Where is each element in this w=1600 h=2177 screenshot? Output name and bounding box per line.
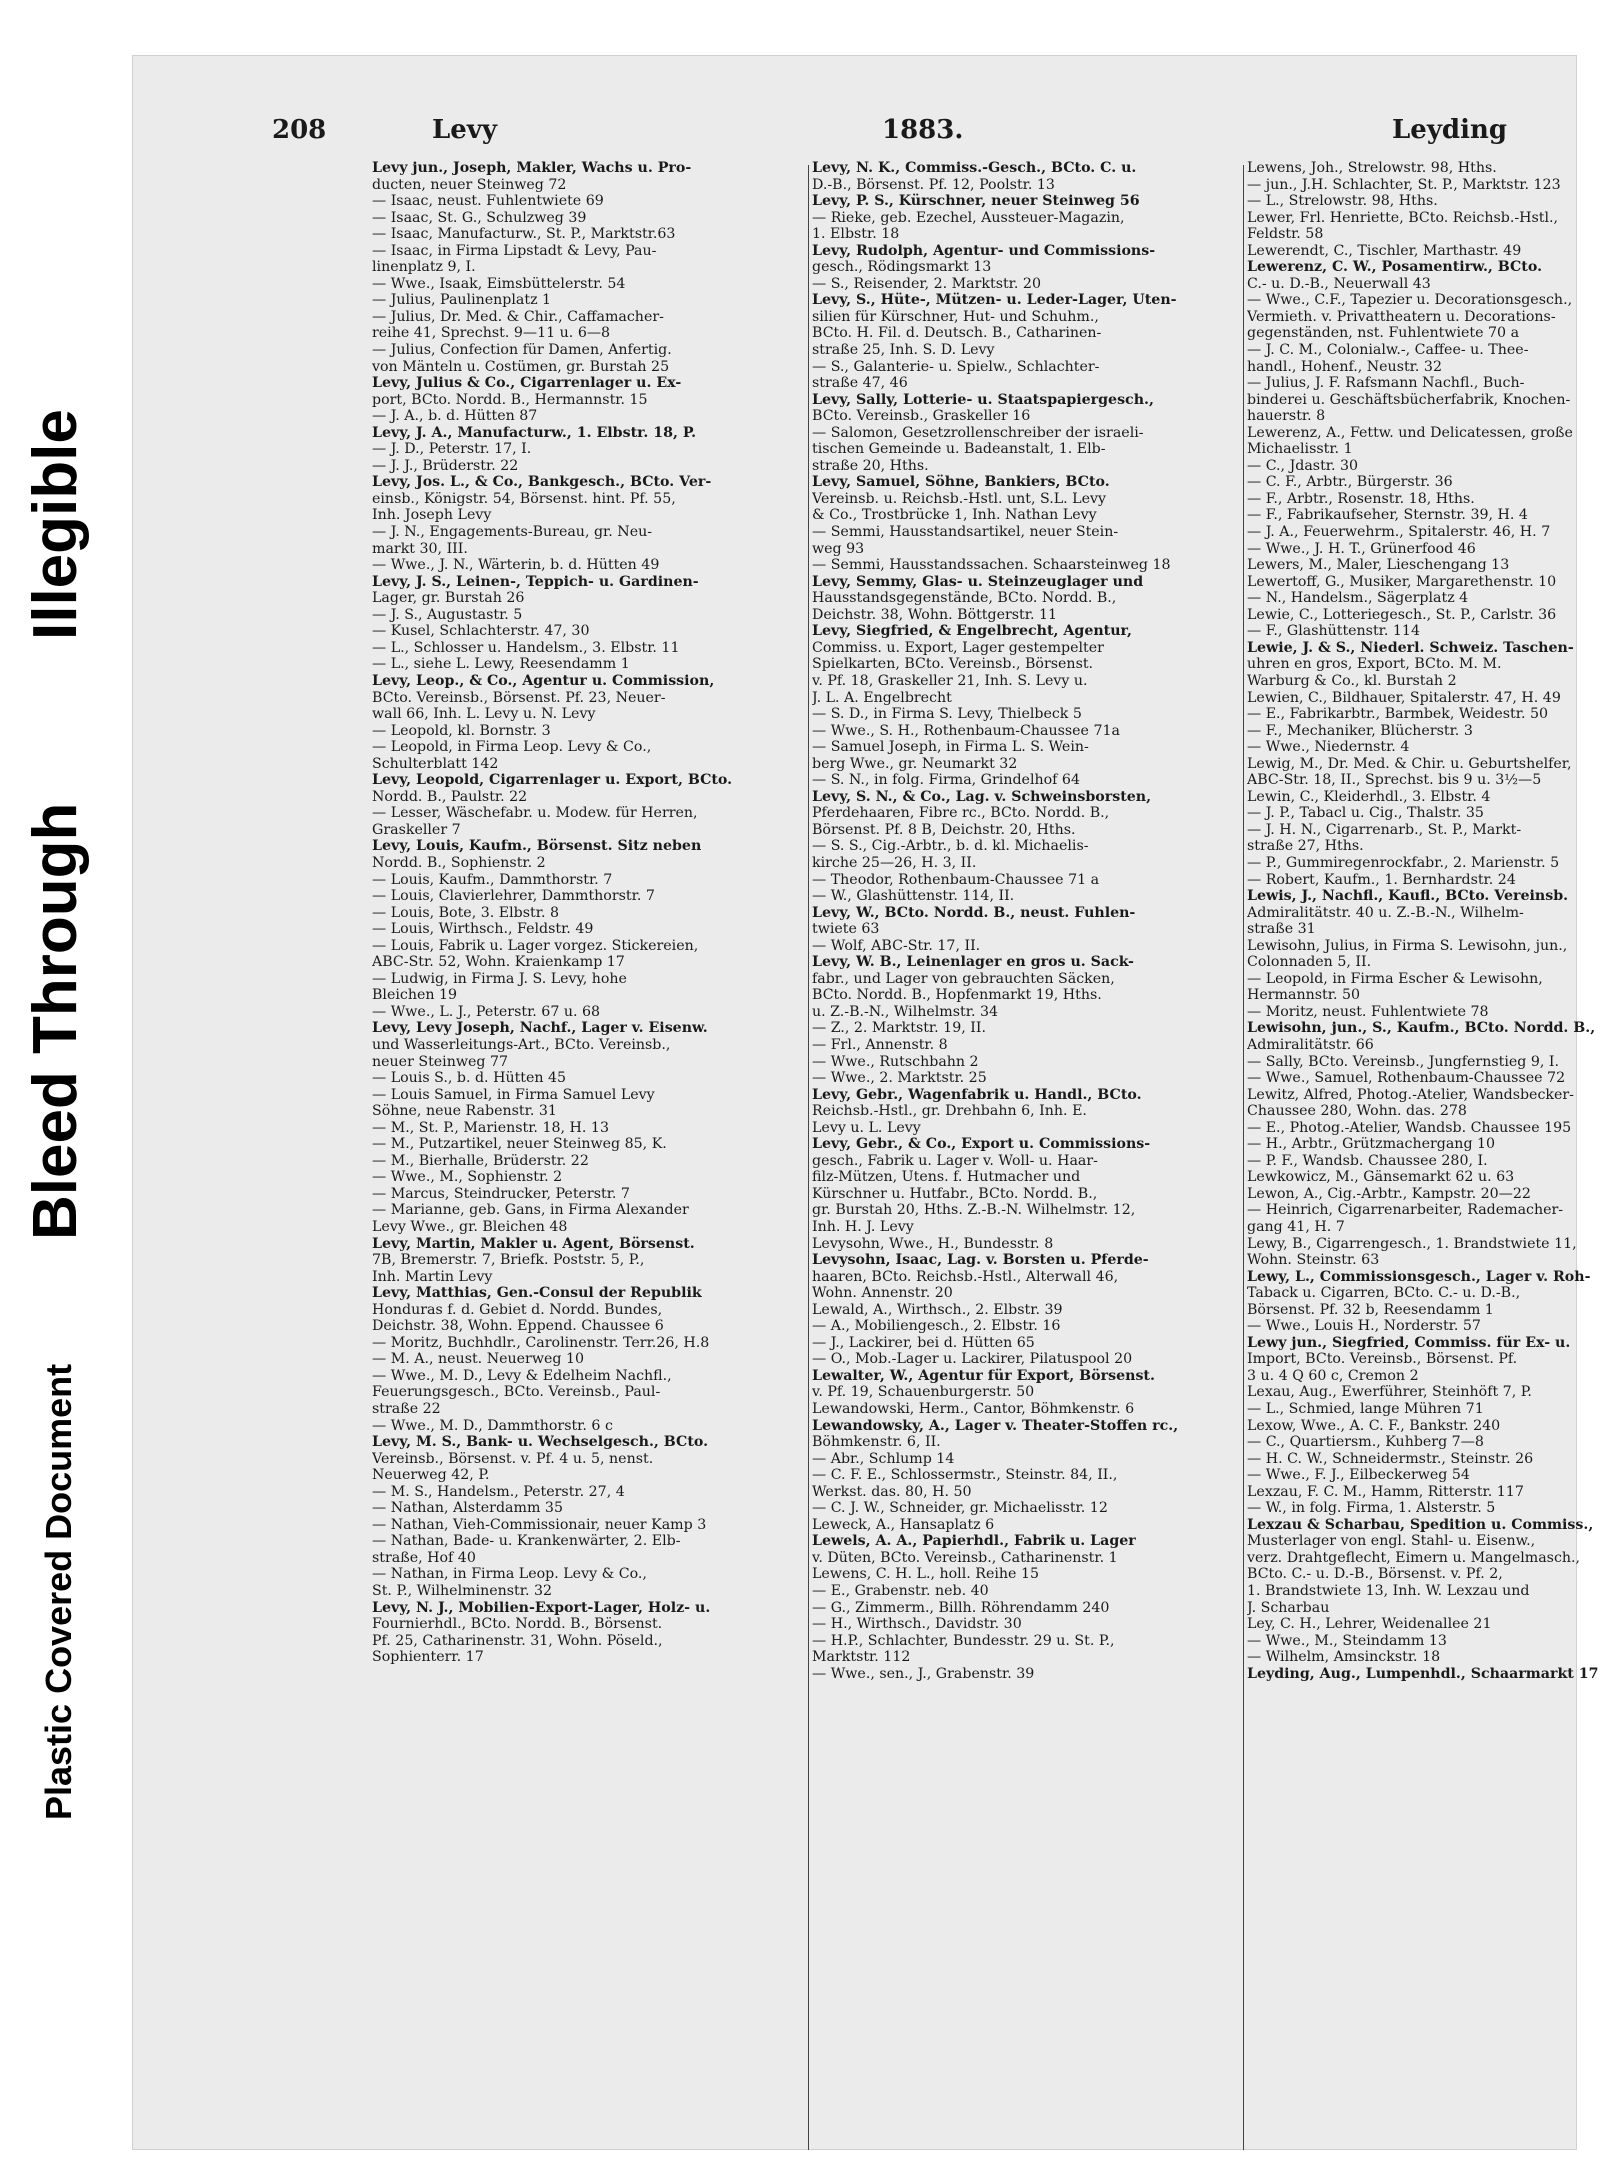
directory-line: — Theodor, Rothenbaum-Chaussee 71 a <box>812 871 1100 888</box>
directory-line: — Moritz, Buchhdlr., Carolinenstr. Terr.26, H.8 <box>372 1334 710 1351</box>
directory-line: — C. J. W., Schneider, gr. Michaelisstr. 12 <box>812 1500 1108 1517</box>
directory-line: — L., Schlosser u. Handelsm., 3. Elbstr. 11 <box>372 639 680 656</box>
directory-line: straße 31 <box>1247 921 1316 938</box>
directory-line: Lewon, A., Cig.-Arbtr., Kampstr. 20—22 <box>1247 1185 1531 1202</box>
directory-line: — Julius, Dr. Med. & Chir., Caffamacher- <box>372 308 664 325</box>
directory-line: Werkst. das. 80, H. 50 <box>812 1483 972 1500</box>
directory-line: BCto. H. Fil. d. Deutsch. B., Catharinen- <box>812 325 1102 342</box>
directory-line: Levy, Gebr., Wagenfabrik u. Handl., BCto. <box>812 1086 1142 1103</box>
directory-line: — Lesser, Wäschefabr. u. Modew. für Herren, <box>372 805 698 822</box>
directory-line: Bleichen 19 <box>372 987 458 1004</box>
directory-line: — M. S., Handelsm., Peterstr. 27, 4 <box>372 1483 625 1500</box>
directory-line: berg Wwe., gr. Neumarkt 32 <box>812 755 1018 772</box>
directory-line: — Wwe., 2. Marktstr. 25 <box>812 1070 987 1087</box>
directory-line: gesch., Rödingsmarkt 13 <box>812 259 992 276</box>
directory-line: — Wwe., Samuel, Rothenbaum-Chaussee 72 <box>1247 1070 1566 1087</box>
plastic-covered-label: Plastic Covered Document <box>38 1363 79 1820</box>
directory-line: — F., Arbtr., Rosenstr. 18, Hths. <box>1247 490 1475 507</box>
directory-line: — Wolf, ABC-Str. 17, II. <box>812 937 981 954</box>
directory-line: Levy, Louis, Kaufm., Börsenst. Sitz neben <box>372 838 702 855</box>
directory-line: Inh. H. J. Levy <box>812 1219 914 1235</box>
directory-line: Vermieth. v. Privattheatern u. Decorations- <box>1247 308 1556 325</box>
directory-line: Graskeller 7 <box>372 821 461 838</box>
directory-line: — C., Quartiersm., Kuhberg 7—8 <box>1247 1434 1484 1451</box>
directory-line: 7B, Bremerstr. 7, Briefk. Poststr. 5, P., <box>372 1252 645 1269</box>
directory-line: — Semmi, Hausstandssachen. Schaarsteinweg 18 <box>812 557 1171 574</box>
directory-line: — Marianne, geb. Gans, in Firma Alexander <box>372 1202 689 1219</box>
directory-line: Vereinsb., Börsenst. v. Pf. 4 u. 5, nenst. <box>372 1450 654 1467</box>
directory-line: Lewald, A., Wirthsch., 2. Elbstr. 39 <box>812 1301 1063 1318</box>
directory-line: — Wwe., Rutschbahn 2 <box>812 1053 979 1070</box>
directory-line: — Heinrich, Cigarrenarbeiter, Rademacher- <box>1247 1202 1564 1219</box>
directory-line: reihe 41, Sprechst. 9—11 u. 6—8 <box>372 325 611 342</box>
directory-line: Levy, M. S., Bank- u. Wechselgesch., BCto. <box>372 1434 709 1451</box>
directory-line: von Mänteln u. Costümen, gr. Burstah 25 <box>372 358 670 375</box>
header-left-keyword: Levy <box>432 115 498 145</box>
directory-line: Reichsb.-Hstl., gr. Drehbahn 6, Inh. E. <box>812 1103 1087 1120</box>
directory-line: ABC-Str. 18, II., Sprechst. bis 9 u. 3½—5 <box>1247 772 1542 789</box>
directory-line: — O., Mob.-Lager u. Lackirer, Pilatuspool 20 <box>812 1351 1133 1368</box>
directory-line: Lewy, B., Cigarrengesch., 1. Brandstwiete 11, <box>1247 1235 1577 1252</box>
directory-line: — H.P., Schlachter, Bundesstr. 29 u. St. P., <box>812 1632 1115 1649</box>
directory-line: Feldstr. 58 <box>1247 226 1324 243</box>
directory-line: — W., Glashüttenstr. 114, II. <box>812 888 1015 905</box>
directory-line: Neuerweg 42, P. <box>372 1467 490 1484</box>
directory-line: — J. A., Feuerwehrm., Spitalerstr. 46, H. 7 <box>1247 524 1551 541</box>
directory-line: — Wwe., L. J., Peterstr. 67 u. 68 <box>372 1003 601 1020</box>
directory-line: — E., Photog.-Atelier, Wandsb. Chaussee 195 <box>1247 1119 1572 1136</box>
directory-line: Lewens, C. H. L., holl. Reihe 15 <box>812 1566 1039 1583</box>
directory-line: — M., St. P., Marienstr. 18, H. 13 <box>372 1119 609 1136</box>
directory-line: — Louis, Wirthsch., Feldstr. 49 <box>372 921 594 938</box>
directory-line: Levy, Jos. L., & Co., Bankgesch., BCto. Ver- <box>372 474 712 491</box>
directory-line: Taback u. Cigarren, BCto. C.- u. D.-B., <box>1247 1285 1521 1302</box>
directory-line: Levy, Leopold, Cigarrenlager u. Export, BCto. <box>372 772 733 789</box>
directory-line: — Wwe., Louis H., Norderstr. 57 <box>1247 1318 1481 1335</box>
directory-line: — A., Mobiliengesch., 2. Elbstr. 16 <box>812 1318 1061 1335</box>
directory-line: & Co., Trostbrücke 1, Inh. Nathan Levy <box>812 507 1097 524</box>
directory-line: Michaelisstr. 1 <box>1247 441 1353 458</box>
directory-line: — Leopold, kl. Bornstr. 3 <box>372 722 551 739</box>
directory-line: Deichstr. 38, Wohn. Eppend. Chaussee 6 <box>372 1318 664 1335</box>
directory-line: — H., Wirthsch., Davidstr. 30 <box>812 1616 1022 1633</box>
directory-line: — S., Galanterie- u. Spielw., Schlachter- <box>812 358 1100 375</box>
directory-line: — Wwe., M., Steindamm 13 <box>1247 1632 1447 1649</box>
directory-line: Lewis, J., Nachfl., Kaufl., BCto. Vereinsb. <box>1247 888 1569 905</box>
directory-line: gegenständen, nst. Fuhlentwiete 70 a <box>1247 325 1520 342</box>
directory-line: — J., Lackirer, bei d. Hütten 65 <box>812 1334 1035 1351</box>
directory-line: Lewisohn, jun., S., Kaufm., BCto. Nordd. B., <box>1247 1020 1596 1037</box>
directory-line: — Wwe., M. D., Levy & Edelheim Nachfl., <box>372 1367 672 1384</box>
directory-line: straße 25, Inh. S. D. Levy <box>812 342 995 359</box>
directory-line: — J. A., b. d. Hütten 87 <box>372 408 538 425</box>
directory-line: — jun., J.H. Schlachter, St. P., Marktstr. 123 <box>1247 176 1561 193</box>
directory-line: — Marcus, Steindrucker, Peterstr. 7 <box>372 1185 630 1202</box>
directory-line: Lewkowicz, M., Gänsemarkt 62 u. 63 <box>1247 1169 1515 1186</box>
directory-line: Pferdehaaren, Fibre rc., BCto. Nordd. B., <box>812 805 1110 822</box>
directory-line: silien für Kürschner, Hut- und Schuhm., <box>812 308 1099 325</box>
directory-line: Feuerungsgesch., BCto. Vereinsb., Paul- <box>372 1384 661 1401</box>
directory-line: ducten, neuer Steinweg 72 <box>372 176 567 193</box>
directory-line: Warburg & Co., kl. Burstah 2 <box>1247 672 1457 689</box>
directory-line: einsb., Königstr. 54, Börsenst. hint. Pf. 55, <box>372 490 676 507</box>
directory-line: verz. Drahtgeflecht, Eimern u. Mangelmasch., <box>1247 1549 1581 1566</box>
directory-line: — M., Bierhalle, Brüderstr. 22 <box>372 1152 589 1169</box>
directory-line: Levy Wwe., gr. Bleichen 48 <box>372 1219 568 1235</box>
directory-line: — Nathan, Vieh-Commissionair, neuer Kamp 3 <box>372 1516 707 1533</box>
directory-line: Lewy jun., Siegfried, Commiss. für Ex- u. <box>1247 1334 1571 1351</box>
directory-line: — Wwe., S. H., Rothenbaum-Chaussee 71a <box>812 722 1120 739</box>
directory-line: — P., Gummiregenrockfabr., 2. Marienstr. 5 <box>1247 854 1560 871</box>
directory-line: Inh. Martin Levy <box>372 1268 493 1285</box>
directory-line: Marktstr. 112 <box>812 1649 911 1666</box>
directory-line: — S. N., in folg. Firma, Grindelhof 64 <box>812 772 1080 789</box>
header-year: 1883. <box>882 115 964 145</box>
directory-line: J. L. A. Engelbrecht <box>812 689 952 706</box>
directory-line: Deichstr. 38, Wohn. Böttgerstr. 11 <box>812 606 1058 623</box>
directory-line: Colonnaden 5, II. <box>1247 954 1372 971</box>
directory-line: — Semmi, Hausstandsartikel, neuer Stein- <box>812 524 1119 541</box>
directory-line: Nordd. B., Sophienstr. 2 <box>372 854 546 871</box>
directory-line: straße 27, Hths. <box>1247 838 1364 855</box>
directory-line: — Louis, Bote, 3. Elbstr. 8 <box>372 904 559 921</box>
directory-line: — G., Zimmerm., Billh. Röhrendamm 240 <box>812 1599 1110 1616</box>
directory-line: Lexzau, F. C. M., Hamm, Ritterstr. 117 <box>1247 1483 1524 1500</box>
directory-line: v. Pf. 19, Schauenburgerstr. 50 <box>812 1384 1035 1401</box>
directory-line: — M. A., neust. Neuerweg 10 <box>372 1351 585 1368</box>
directory-line: Levy jun., Joseph, Makler, Wachs u. Pro- <box>372 160 692 176</box>
directory-line: v. Pf. 18, Graskeller 21, Inh. S. Levy u. <box>812 672 1088 689</box>
directory-line: — Wwe., F. J., Eilbeckerweg 54 <box>1247 1467 1470 1484</box>
directory-line: — Isaac, Manufacturw., St. P., Marktstr.63 <box>372 226 676 243</box>
directory-line: Levy, P. S., Kürschner, neuer Steinweg 56 <box>812 193 1140 210</box>
directory-line: — Isaac, in Firma Lipstadt & Levy, Pau- <box>372 242 657 259</box>
directory-line: Levy, Rudolph, Agentur- und Commissions- <box>812 242 1156 259</box>
directory-line: Lewy, L., Commissionsgesch., Lager v. Roh- <box>1247 1268 1591 1285</box>
directory-line: Lewandowski, Herm., Cantor, Böhmkenstr. 6 <box>812 1401 1135 1418</box>
directory-line: — Louis S., b. d. Hütten 45 <box>372 1070 567 1087</box>
scanned-page <box>132 55 1599 2150</box>
directory-line: — Wilhelm, Amsinckstr. 18 <box>1247 1649 1441 1666</box>
directory-line: hauerstr. 8 <box>1247 408 1326 425</box>
directory-line: Levy, W., BCto. Nordd. B., neust. Fuhlen- <box>812 904 1136 921</box>
directory-line: — Julius, Confection für Damen, Anfertig. <box>372 342 672 359</box>
directory-line: — J. H. N., Cigarrenarb., St. P., Markt- <box>1247 821 1522 838</box>
directory-line: Leweck, A., Hansaplatz 6 <box>812 1516 995 1533</box>
directory-line: — Wwe., M. D., Dammthorstr. 6 c <box>372 1417 613 1434</box>
directory-line: Levy, W. B., Leinenlager en gros u. Sack- <box>812 954 1134 971</box>
directory-line: — H. C. W., Schneidermstr., Steinstr. 26 <box>1247 1450 1534 1467</box>
directory-line: Admiralitätstr. 66 <box>1247 1036 1374 1053</box>
directory-line: Lewertoff, G., Musiker, Margarethenstr. 10 <box>1247 573 1557 590</box>
directory-line: — Wwe., J. N., Wärterin, b. d. Hütten 49 <box>372 557 660 574</box>
directory-line: Lewig, M., Dr. Med. & Chir. u. Geburtshelfer, <box>1247 755 1572 772</box>
directory-line: BCto. C.- u. D.-B., Börsenst. v. Pf. 2, <box>1247 1566 1503 1583</box>
directory-line: — L., Schmied, lange Mühren 71 <box>1247 1401 1484 1418</box>
page-header <box>272 115 1512 155</box>
directory-line: Levy, Siegfried, & Engelbrecht, Agentur, <box>812 623 1132 640</box>
directory-line: — Isaac, St. G., Schulzweg 39 <box>372 209 587 226</box>
directory-line: — C. F., Arbtr., Bürgerstr. 36 <box>1247 474 1453 491</box>
directory-line: — Louis Samuel, in Firma Samuel Levy <box>372 1086 655 1103</box>
directory-line: gesch., Fabrik u. Lager v. Woll- u. Haar- <box>812 1152 1098 1169</box>
directory-line: linenplatz 9, I. <box>372 259 476 276</box>
directory-line: — H., Arbtr., Grützmachergang 10 <box>1247 1136 1496 1153</box>
directory-line: — Moritz, neust. Fuhlentwiete 78 <box>1247 1003 1489 1020</box>
directory-line: — S. D., in Firma S. Levy, Thielbeck 5 <box>812 706 1082 723</box>
directory-line: und Wasserleitungs-Art., BCto. Vereinsb., <box>372 1036 671 1053</box>
directory-line: Lewerenz, A., Fettw. und Delicatessen, große <box>1247 424 1573 441</box>
directory-line: C.- u. D.-B., Neuerwall 43 <box>1247 275 1431 292</box>
directory-line: D.-B., Börsenst. Pf. 12, Poolstr. 13 <box>812 176 1055 193</box>
directory-line: kirche 25—26, H. 3, II. <box>812 854 977 871</box>
directory-line: Ley, C. H., Lehrer, Weidenallee 21 <box>1247 1616 1492 1633</box>
directory-line: — Nathan, Alsterdamm 35 <box>372 1500 563 1517</box>
directory-line: Levy, Samuel, Söhne, Bankiers, BCto. <box>812 474 1110 491</box>
directory-line: Leyding, Aug., Lumpenhdl., Schaarmarkt 17 <box>1247 1665 1599 1682</box>
directory-line: Söhne, neue Rabenstr. 31 <box>372 1103 557 1120</box>
directory-line: filz-Mützen, Utens. f. Hutmacher und <box>812 1169 1081 1186</box>
directory-line: — Wwe., Isaak, Eimsbüttelerstr. 54 <box>372 275 626 292</box>
directory-line: Hausstandsgegenstände, BCto. Nordd. B., <box>812 590 1117 607</box>
directory-line: 3 u. 4 Q 60 c, Cremon 2 <box>1247 1367 1419 1384</box>
directory-line: — Nathan, in Firma Leop. Levy & Co., <box>372 1566 647 1583</box>
directory-line: Lexow, Wwe., A. C. F., Bankstr. 240 <box>1247 1417 1501 1434</box>
directory-line: Commiss. u. Export, Lager gestempelter <box>812 639 1104 656</box>
directory-line: markt 30, III. <box>372 540 468 557</box>
header-right-keyword: Leyding <box>1392 115 1508 145</box>
directory-line: Levy, Gebr., & Co., Export u. Commissions- <box>812 1136 1151 1153</box>
directory-line: Levy, N. J., Mobilien-Export-Lager, Holz- u. <box>372 1599 711 1616</box>
directory-line: Levy, Sally, Lotterie- u. Staatspapiergesch., <box>812 391 1154 408</box>
directory-line: straße, Hof 40 <box>372 1549 476 1566</box>
directory-line: Levy, S. N., & Co., Lag. v. Schweinsborsten, <box>812 788 1152 805</box>
directory-line: Lewerendt, C., Tischler, Marthastr. 49 <box>1247 242 1522 259</box>
directory-line: — W., in folg. Firma, 1. Alsterstr. 5 <box>1247 1500 1496 1517</box>
page-number: 208 <box>272 115 327 145</box>
directory-line: Honduras f. d. Gebiet d. Nordd. Bundes, <box>372 1301 663 1318</box>
directory-line: J. Scharbau <box>1247 1599 1330 1616</box>
directory-line: Levy, S., Hüte-, Mützen- u. Leder-Lager, Uten- <box>812 292 1177 309</box>
directory-line: Lewels, A. A., Papierhdl., Fabrik u. Lager <box>812 1533 1136 1550</box>
directory-line: — Julius, J. F. Rafsmann Nachfl., Buch- <box>1247 375 1525 392</box>
directory-line: Levy, N. K., Commiss.-Gesch., BCto. C. u. <box>812 160 1137 176</box>
directory-line: — Wwe., J. H. T., Grünerfood 46 <box>1247 540 1476 557</box>
directory-line: straße 20, Hths. <box>812 457 929 474</box>
directory-line: — Leopold, in Firma Escher & Lewisohn, <box>1247 970 1543 987</box>
directory-line: Levysohn, Isaac, Lag. v. Borsten u. Pferde- <box>812 1252 1149 1269</box>
directory-line: — J. C. M., Colonialw.-, Caffee- u. Thee- <box>1247 342 1529 359</box>
directory-line: — J. J., Brüderstr. 22 <box>372 457 519 474</box>
directory-line: Levy u. L. Levy <box>812 1119 921 1136</box>
directory-line: v. Düten, BCto. Vereinsb., Catharinenstr. 1 <box>812 1549 1118 1566</box>
directory-line: — N., Handelsm., Sägerplatz 4 <box>1247 590 1469 607</box>
directory-line: — F., Mechaniker, Blücherstr. 3 <box>1247 722 1473 739</box>
directory-line: u. Z.-B.-N., Wilhelmstr. 34 <box>812 1003 999 1020</box>
directory-line: Chaussee 280, Wohn. das. 278 <box>1247 1103 1467 1120</box>
directory-line: — E., Fabrikarbtr., Barmbek, Weidestr. 50 <box>1247 706 1549 723</box>
directory-line: Lewie, C., Lotteriegesch., St. P., Carlstr. 36 <box>1247 606 1557 623</box>
directory-line: — Abr., Schlump 14 <box>812 1450 955 1467</box>
directory-line: Lewerenz, C. W., Posamentirw., BCto. <box>1247 259 1543 276</box>
directory-line: — C., Jdastr. 30 <box>1247 457 1359 474</box>
directory-line: Börsenst. Pf. 8 B, Deichstr. 20, Hths. <box>812 821 1076 838</box>
directory-line: — C. F. E., Schlossermstr., Steinstr. 84, II., <box>812 1467 1118 1484</box>
directory-line: Lager, gr. Burstah 26 <box>372 590 525 607</box>
directory-line: — Wwe., M., Sophienstr. 2 <box>372 1169 563 1186</box>
sidebar-labels <box>0 0 120 2177</box>
directory-line: — Leopold, in Firma Leop. Levy & Co., <box>372 739 652 756</box>
directory-column-left <box>372 160 812 1666</box>
directory-line: — Z., 2. Marktstr. 19, II. <box>812 1020 986 1037</box>
directory-line: — J. P., Tabacl u. Cig., Thalstr. 35 <box>1247 805 1484 822</box>
directory-line: Spielkarten, BCto. Vereinsb., Börsenst. <box>812 656 1094 673</box>
directory-line: — Wwe., sen., J., Grabenstr. 39 <box>812 1665 1035 1682</box>
directory-column-middle <box>812 160 1244 1682</box>
directory-line: — J. S., Augustastr. 5 <box>372 606 523 623</box>
directory-line: — E., Grabenstr. neb. 40 <box>812 1583 989 1600</box>
directory-line: gr. Burstah 20, Hths. Z.-B.-N. Wilhelmstr. 12, <box>812 1202 1136 1219</box>
directory-line: Nordd. B., Paulstr. 22 <box>372 788 528 805</box>
directory-line: port, BCto. Nordd. B., Hermannstr. 15 <box>372 391 648 408</box>
directory-line: Lexau, Aug., Ewerführer, Steinhöft 7, P. <box>1247 1384 1532 1401</box>
directory-line: Admiralitätstr. 40 u. Z.-B.-N., Wilhelm- <box>1247 904 1524 921</box>
directory-line: — Nathan, Bade- u. Krankenwärter, 2. Elb- <box>372 1533 681 1550</box>
directory-line: Levy, J. S., Leinen-, Teppich- u. Gardinen- <box>372 573 699 590</box>
directory-line: wall 66, Inh. L. Levy u. N. Levy <box>372 706 596 723</box>
directory-line: Vereinsb. u. Reichsb.-Hstl. unt, S.L. Levy <box>812 490 1107 507</box>
directory-line: — Salomon, Gesetzrollenschreiber der israeli- <box>812 424 1144 441</box>
directory-line: Lewandowsky, A., Lager v. Theater-Stoffen rc., <box>812 1417 1179 1434</box>
directory-line: BCto. Vereinsb., Graskeller 16 <box>812 408 1031 425</box>
directory-line: — M., Putzartikel, neuer Steinweg 85, K. <box>372 1136 667 1153</box>
directory-line: 1. Elbstr. 18 <box>812 226 900 243</box>
directory-line: Lewien, C., Bildhauer, Spitalerstr. 47, H. 49 <box>1247 689 1561 706</box>
directory-line: Levy, Matthias, Gen.-Consul der Republik <box>372 1285 702 1302</box>
directory-line: — Louis, Fabrik u. Lager vorgez. Stickereien, <box>372 937 699 954</box>
directory-line: Levysohn, Wwe., H., Bundesstr. 8 <box>812 1235 1054 1252</box>
directory-line: weg 93 <box>812 540 865 557</box>
directory-line: — F., Fabrikaufseher, Sternstr. 39, H. 4 <box>1247 507 1528 524</box>
directory-line: handl., Hohenf., Neustr. 32 <box>1247 358 1442 375</box>
directory-line: Schulterblatt 142 <box>372 755 499 772</box>
directory-line: — S. S., Cig.-Arbtr., b. d. kl. Michaelis- <box>812 838 1089 855</box>
directory-line: — F., Glashüttenstr. 114 <box>1247 623 1420 640</box>
directory-line: fabr., und Lager von gebrauchten Säcken, <box>812 970 1115 987</box>
directory-line: — L., Strelowstr. 98, Hths. <box>1247 193 1438 210</box>
directory-line: — Frl., Annenstr. 8 <box>812 1036 948 1053</box>
directory-line: Lewisohn, Julius, in Firma S. Lewisohn, jun., <box>1247 937 1568 954</box>
directory-line: haaren, BCto. Reichsb.-Hstl., Alterwall 46, <box>812 1268 1119 1285</box>
directory-line: — Ludwig, in Firma J. S. Levy, hohe <box>372 970 627 987</box>
directory-line: uhren en gros, Export, BCto. M. M. <box>1247 656 1502 673</box>
directory-line: BCto. Nordd. B., Hopfenmarkt 19, Hths. <box>812 987 1102 1004</box>
directory-line: Lewie, J. & S., Niederl. Schweiz. Taschen- <box>1247 639 1574 656</box>
directory-line: Lewers, M., Maler, Lieschengang 13 <box>1247 557 1510 574</box>
directory-line: Inh. Joseph Levy <box>372 507 492 524</box>
directory-line: — Wwe., C.F., Tapezier u. Decorationsgesch., <box>1247 292 1573 309</box>
directory-line: Börsenst. Pf. 32 b, Reesendamm 1 <box>1247 1301 1494 1318</box>
directory-line: straße 22 <box>372 1401 441 1418</box>
directory-line: ABC-Str. 52, Wohn. Kraienkamp 17 <box>372 954 625 971</box>
directory-line: Böhmkenstr. 6, II. <box>812 1434 941 1451</box>
directory-line: Wohn. Steinstr. 63 <box>1247 1252 1380 1269</box>
directory-line: Levy, Semmy, Glas- u. Steinzeuglager und <box>812 573 1144 590</box>
directory-line: Sophienterr. 17 <box>372 1649 484 1666</box>
directory-line: — Robert, Kaufm., 1. Bernhardstr. 24 <box>1247 871 1516 888</box>
directory-line: Musterlager von engl. Stahl- u. Eisenw., <box>1247 1533 1536 1550</box>
directory-line: — Rieke, geb. Ezechel, Aussteuer-Magazin, <box>812 209 1125 226</box>
directory-line: Levy, Leop., & Co., Agentur u. Commission, <box>372 672 715 689</box>
directory-line: Hermannstr. 50 <box>1247 987 1361 1004</box>
directory-line: Levy, Julius & Co., Cigarrenlager u. Ex- <box>372 375 682 392</box>
directory-line: Lewer, Frl. Henriette, BCto. Reichsb.-Hstl., <box>1247 209 1559 226</box>
directory-line: Levy, J. A., Manufacturw., 1. Elbstr. 18, P. <box>372 424 697 441</box>
directory-line: — J. D., Peterstr. 17, I. <box>372 441 532 458</box>
directory-line: Lewens, Joh., Strelowstr. 98, Hths. <box>1247 160 1497 176</box>
directory-line: Lexzau & Scharbau, Spedition u. Commiss., <box>1247 1516 1594 1533</box>
directory-line: Levy, Martin, Makler u. Agent, Börsenst. <box>372 1235 695 1252</box>
directory-line: Pf. 25, Catharinenstr. 31, Wohn. Pöseld., <box>372 1632 663 1649</box>
directory-line: binderei u. Geschäftsbücherfabrik, Knochen- <box>1247 391 1571 408</box>
directory-line: straße 47, 46 <box>812 375 908 392</box>
directory-line: — Louis, Clavierlehrer, Dammthorstr. 7 <box>372 888 655 905</box>
directory-line: — Samuel Joseph, in Firma L. S. Wein- <box>812 739 1089 756</box>
directory-line: Wohn. Annenstr. 20 <box>812 1285 953 1302</box>
directory-line: Levy, Levy Joseph, Nachf., Lager v. Eisenw. <box>372 1020 708 1037</box>
directory-line: — S., Reisender, 2. Marktstr. 20 <box>812 275 1041 292</box>
directory-line: twiete 63 <box>812 921 880 938</box>
directory-line: Lewitz, Alfred, Photog.-Atelier, Wandsbecker- <box>1247 1086 1574 1103</box>
directory-line: — J. N., Engagements-Bureau, gr. Neu- <box>372 524 653 541</box>
directory-line: Lewin, C., Kleiderhdl., 3. Elbstr. 4 <box>1247 788 1491 805</box>
directory-line: St. P., Wilhelminenstr. 32 <box>372 1583 553 1600</box>
directory-line: neuer Steinweg 77 <box>372 1053 509 1070</box>
directory-line: — Isaac, neust. Fuhlentwiete 69 <box>372 193 604 210</box>
directory-line: BCto. Vereinsb., Börsenst. Pf. 23, Neuer- <box>372 689 666 706</box>
directory-line: — Kusel, Schlachterstr. 47, 30 <box>372 623 590 640</box>
directory-line: Lewalter, W., Agentur für Export, Börsenst. <box>812 1367 1155 1384</box>
directory-line: Fournierhdl., BCto. Nordd. B., Börsenst. <box>372 1616 663 1633</box>
directory-line: — P. F., Wandsb. Chaussee 280, I. <box>1247 1152 1488 1169</box>
illegible-label: Illegible <box>21 409 90 640</box>
directory-line: — Louis, Kaufm., Dammthorstr. 7 <box>372 871 613 888</box>
directory-line: — Wwe., Niedernstr. 4 <box>1247 739 1410 756</box>
directory-line: — L., siehe L. Lewy, Reesendamm 1 <box>372 656 630 673</box>
directory-line: gang 41, H. 7 <box>1247 1219 1345 1235</box>
directory-line: Kürschner u. Hutfabr., BCto. Nordd. B., <box>812 1185 1098 1202</box>
directory-line: Import, BCto. Vereinsb., Börsenst. Pf. <box>1247 1351 1518 1368</box>
bleed-through-label: Bleed Through <box>21 802 90 1240</box>
directory-line: 1. Brandstwiete 13, Inh. W. Lexzau und <box>1247 1583 1530 1600</box>
directory-column-right <box>1247 160 1600 1682</box>
directory-line: tischen Gemeinde u. Badeanstalt, 1. Elb- <box>812 441 1106 458</box>
directory-line: — Sally, BCto. Vereinsb., Jungfernstieg 9, I. <box>1247 1053 1560 1070</box>
directory-line: — Julius, Paulinenplatz 1 <box>372 292 552 309</box>
